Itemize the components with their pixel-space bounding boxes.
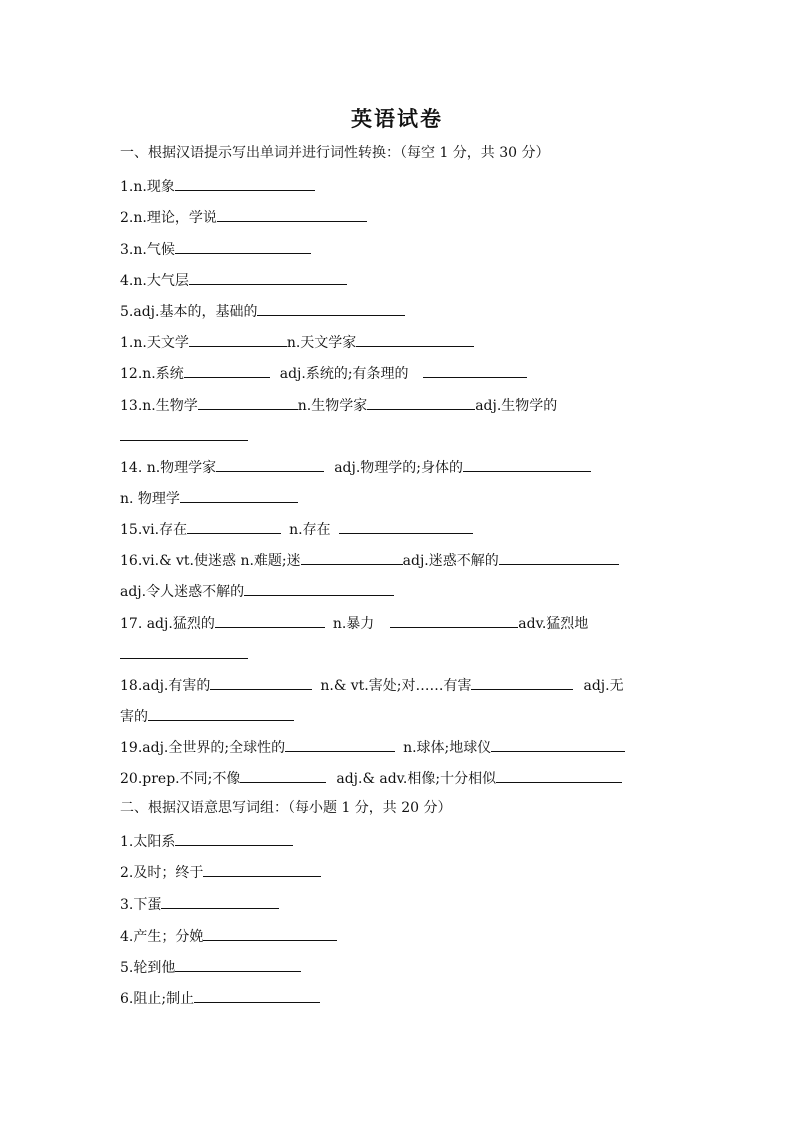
question-18-prompt-b: n.& vt.害处;对……有害: [320, 678, 472, 694]
question-16-prompt-a: 16.vi.& vt.使迷惑 n.难题;迷: [120, 553, 301, 569]
question-16-prompt-b: adj.迷惑不解的: [402, 553, 499, 569]
question-15-prompt-b: n.存在: [289, 522, 331, 538]
question-17-continued: [120, 643, 248, 665]
question-14-line-2: [120, 487, 298, 509]
question-18: [120, 674, 624, 696]
question-4-prompt: 4.n.大气层: [120, 273, 189, 289]
question-15-prompt-a: 15.vi.存在: [120, 522, 188, 538]
question-18-prompt-c: adj.无: [583, 678, 624, 694]
answer-blank[interactable]: [175, 956, 301, 972]
answer-blank[interactable]: [491, 736, 625, 752]
answer-blank[interactable]: [194, 987, 320, 1003]
answer-blank[interactable]: [189, 269, 347, 285]
question-19: [120, 736, 625, 758]
phrase-3-prompt: 3.下蛋: [120, 897, 162, 913]
question-13-prompt-b: n.生物学家: [297, 398, 368, 414]
question-1-prompt: 1.n.现象: [120, 179, 175, 195]
question-12-prompt-b: adj.系统的;有条理的: [279, 366, 409, 382]
phrase-3: [120, 893, 279, 915]
phrase-5-prompt: 5.轮到他: [120, 960, 176, 976]
question-18-line-2: [120, 705, 294, 727]
question-16-line-2: [120, 580, 394, 602]
question-20-prompt-b: adj.& adv.相像;十分相似: [336, 771, 497, 787]
question-13-continued: [120, 425, 248, 447]
answer-blank[interactable]: [120, 643, 248, 659]
answer-blank[interactable]: [471, 674, 573, 690]
question-6: [120, 331, 474, 353]
answer-blank[interactable]: [161, 893, 279, 909]
answer-blank[interactable]: [496, 767, 622, 783]
question-14: [120, 456, 591, 478]
question-2: [120, 206, 367, 228]
answer-blank[interactable]: [367, 394, 475, 410]
question-13-prompt-a: 13.n.生物学: [120, 398, 198, 414]
question-15: [120, 518, 473, 540]
answer-blank[interactable]: [184, 362, 270, 378]
question-18-prompt-d: 害的: [120, 709, 148, 725]
phrase-4: [120, 925, 337, 947]
page-title: 英语试卷: [351, 106, 443, 131]
question-20: [120, 767, 622, 789]
answer-blank[interactable]: [187, 518, 281, 534]
question-14-prompt-a: 14. n.物理学家: [120, 460, 217, 476]
phrase-2: [120, 861, 321, 883]
question-18-prompt-a: 18.adj.有害的: [120, 678, 211, 694]
question-3: [120, 238, 311, 260]
answer-blank[interactable]: [198, 394, 298, 410]
phrase-6: [120, 987, 320, 1009]
question-2-prompt: 2.n.理论，学说: [120, 210, 217, 226]
phrase-1: [120, 830, 293, 852]
answer-blank[interactable]: [216, 456, 324, 472]
answer-blank[interactable]: [423, 362, 527, 378]
question-13: [120, 394, 557, 416]
answer-blank[interactable]: [301, 549, 403, 565]
question-19-prompt-a: 19.adj.全世界的;全球性的: [120, 740, 286, 756]
answer-blank[interactable]: [203, 925, 337, 941]
question-17: [120, 612, 588, 634]
question-5-prompt: 5.adj.基本的，基础的: [120, 304, 258, 320]
question-14-prompt-b: adj.物理学的;身体的: [334, 460, 464, 476]
phrase-2-prompt: 2.及时；终于: [120, 865, 204, 881]
answer-blank[interactable]: [210, 674, 312, 690]
answer-blank[interactable]: [217, 206, 367, 222]
question-6-prompt-b: n.天文学家: [286, 335, 357, 351]
answer-blank[interactable]: [203, 861, 321, 877]
answer-blank[interactable]: [390, 612, 518, 628]
phrase-6-prompt: 6.阻止;制止: [120, 991, 195, 1007]
answer-blank[interactable]: [175, 830, 293, 846]
answer-blank[interactable]: [285, 736, 395, 752]
answer-blank[interactable]: [356, 331, 474, 347]
question-4: [120, 269, 347, 291]
question-16-prompt-c: adj.令人迷惑不解的: [120, 584, 245, 600]
question-17-prompt-a: 17. adj.猛烈的: [120, 616, 215, 632]
question-20-prompt-a: 20.prep.不同;不像: [120, 771, 241, 787]
question-17-prompt-b: n.暴力: [332, 616, 375, 632]
question-12: [120, 362, 527, 384]
question-3-prompt: 3.n.气候: [120, 242, 175, 258]
question-17-prompt-c: adv.猛烈地: [518, 616, 589, 632]
question-14-prompt-c: n. 物理学: [120, 491, 180, 507]
question-13-prompt-c: adj.生物学的: [475, 398, 558, 414]
section-1-heading: 一、根据汉语提示写出单词并进行词性转换：（每空 1 分，共 30 分）: [120, 145, 550, 161]
answer-blank[interactable]: [120, 425, 248, 441]
answer-blank[interactable]: [339, 518, 473, 534]
answer-blank[interactable]: [148, 705, 294, 721]
question-5: [120, 300, 405, 322]
answer-blank[interactable]: [257, 300, 405, 316]
answer-blank[interactable]: [175, 175, 315, 191]
answer-blank[interactable]: [189, 331, 287, 347]
phrase-4-prompt: 4.产生；分娩: [120, 929, 204, 945]
question-1: [120, 175, 315, 197]
question-19-prompt-b: n.球体;地球仪: [403, 740, 492, 756]
answer-blank[interactable]: [463, 456, 591, 472]
answer-blank[interactable]: [244, 580, 394, 596]
answer-blank[interactable]: [180, 487, 298, 503]
answer-blank[interactable]: [240, 767, 326, 783]
phrase-5: [120, 956, 301, 978]
answer-blank[interactable]: [499, 549, 619, 565]
question-16: [120, 549, 619, 571]
section-2-heading: 二、根据汉语意思写词组：（每小题 1 分，共 20 分）: [120, 800, 452, 816]
answer-blank[interactable]: [175, 238, 311, 254]
answer-blank[interactable]: [215, 612, 325, 628]
phrase-1-prompt: 1.太阳系: [120, 834, 176, 850]
question-12-prompt-a: 12.n.系统: [120, 366, 184, 382]
question-6-prompt-a: 1.n.天文学: [120, 335, 189, 351]
